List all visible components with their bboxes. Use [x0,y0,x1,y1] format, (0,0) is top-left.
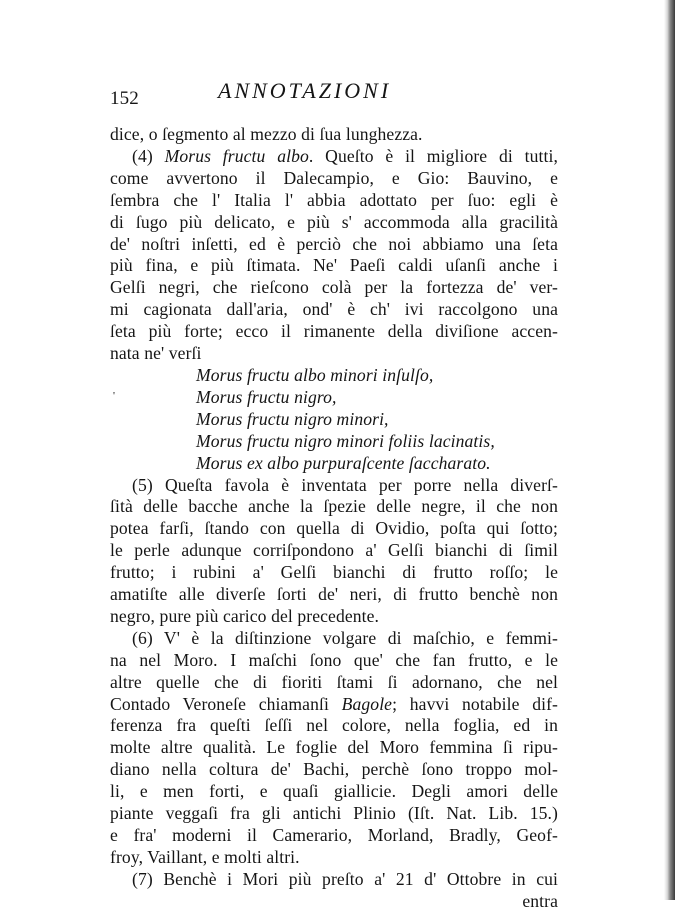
stray-mark: ' [113,390,115,402]
note-4-first-line: (4) Morus fructu albo. Queſto è il migliore di tutti, [132,145,558,166]
latin-term: Morus fructu albo [164,145,309,166]
running-head [110,76,558,116]
text-line: più fina, e più ſtimata. Ne' Paeſi caldi uſanſi anche i [110,255,558,276]
text-line: molte altre qualità. Le foglie del Moro femmina ſi ripu- [110,737,558,758]
text-line: ſità delle bacche anche la ſpezie delle negre, il che non [110,496,558,517]
running-title: ANNOTAZIONI [218,78,392,103]
text-line: come avvertono il Dalecampio, e Gio: Bauvino, e [110,167,558,188]
text-line: ſeta più forte; ecco il rimanente della diviſione accen- [110,321,558,342]
text-line: Gelſi negri, che rieſcono colà per la fortezza de' ver- [110,277,558,298]
verse-line: Morus fructu nigro minori foliis lacinatis, [196,430,495,451]
book-page [110,76,558,913]
text-line: froy, Vaillant, e molti altri. [110,846,300,867]
text-line: e fra' moderni il Camerario, Morland, Bradly, Geof- [110,825,558,845]
text-line: potea farſi, ſtando con quella di Ovidio, poſta qui ſotto; [110,518,558,539]
verse-line: Morus ex albo purpuraſcente ſaccharato. [196,452,491,473]
note-5-first-line: (5) Queſta favola è inventata per porre nella diverſ- [132,474,558,495]
note-7-first-line: (7) Benchè i Mori più preſto a' 21 d' Ottobre in cui [132,868,558,889]
text-line: ſembra che l' Italia l' abbia adottato per ſuo: egli è [110,189,558,210]
verse-line: Morus fructu albo minori inſulſo, [196,364,434,385]
text-line: amatiſte alle diverſe ſorti de' neri, di frutto benchè non [110,584,558,605]
text-line: frutto; i rubini a' Gelſi bianchi di frutto roſſo; le [110,562,558,583]
text-line: diano nella coltura de' Bachi, perchè ſono troppo mol- [110,759,558,780]
italic-word: Bagole [341,693,393,714]
text-line: piante veggaſi fra gli antichi Plinio (Iſt. Nat. Lib. 15.) [110,803,558,824]
text-line: negro, pure più carico del precedente. [110,605,380,626]
text-line: di ſugo più delicato, e più s' accommoda alla gracilità [110,211,558,232]
text-line: li, e men forti, e quaſi giallicie. Degli amori delle [110,781,558,802]
text-line: Contado Veroneſe chiamanſi Bagole; havvi notabile dif- [110,693,558,714]
text-line: nata ne' verſi [110,343,202,364]
text-line: le perle adunque corriſpondono a' Gelſi bianchi di ſimil [110,540,558,561]
catchword: entra [522,890,558,911]
text-line: na nel Moro. I maſchi ſono que' che fan frutto, e le [110,649,558,670]
verse-line: Morus fructu nigro minori, [196,408,389,429]
text-line: de' noſtri inſetti, ed è perciò che noi abbiamo una ſeta [110,233,558,254]
page-number: 152 [110,88,139,109]
note-6-first-line: (6) V' è la diſtinzione volgare di maſchio, e femmi- [132,627,558,648]
text-line: mi cagionata dall'aria, ond' è ch' ivi raccolgono una [110,299,558,320]
text-line: dice, o ſegmento al mezzo di ſua lunghezza. [110,124,423,144]
text-line: ferenza fra queſti ſeſſi nel colore, nella foglia, ed in [110,715,558,736]
verse-line: Morus fructu nigro, [196,386,337,407]
page-edge-shadow [664,0,675,900]
text-line: altre quelle che di fioriti ſtami ſi adornano, che nel [110,671,558,692]
